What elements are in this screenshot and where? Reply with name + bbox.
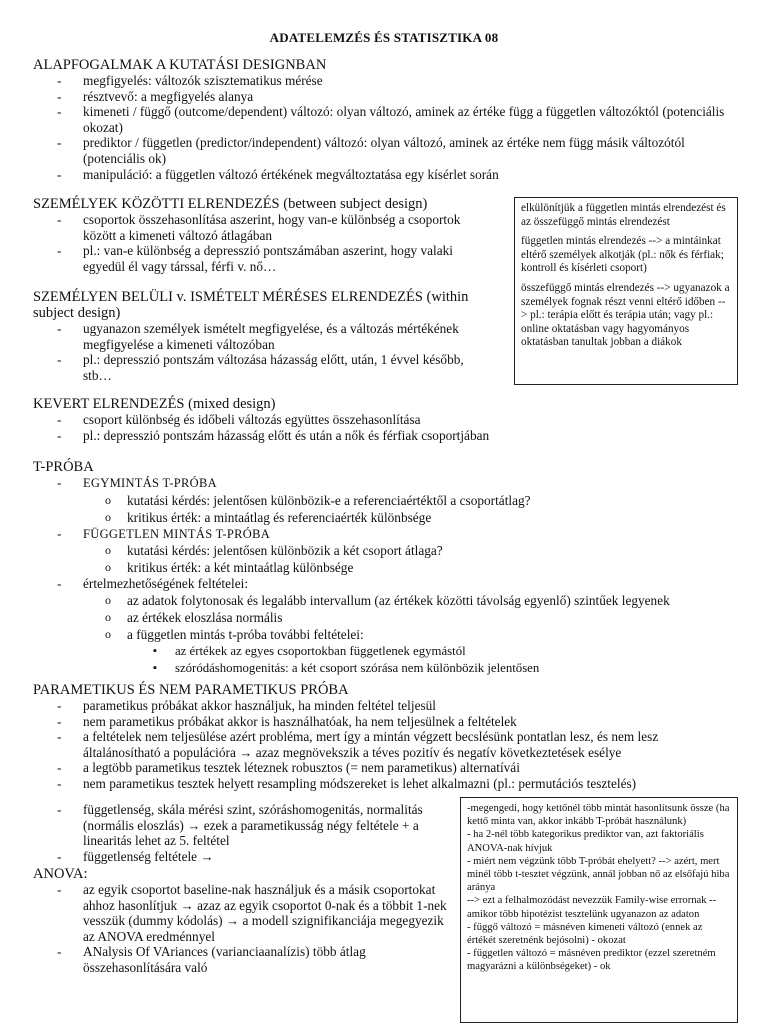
section-kevert bbox=[33, 396, 733, 443]
list-item: - ANalysis Of VAriances (varianciaanalízis) több átlag összehasonlítására való bbox=[33, 944, 453, 975]
section-anova bbox=[33, 866, 453, 976]
note-line: - ha 2-nél több kategorikus prediktor van, azt faktoriális ANOVA-nak hívjuk bbox=[467, 829, 704, 854]
sub-item: o az adatok folytonosak és legalább intervallum (az értékek közötti távolság egyenlő) szintűek legyenek bbox=[83, 592, 733, 609]
list-item: - a legtöbb parametikus tesztek léteznek robusztos (= nem parametikus) alternatívái bbox=[33, 760, 733, 776]
sub-item: o az értékek eloszlása normális bbox=[83, 609, 733, 626]
section-parametikus-feltetelek bbox=[33, 802, 453, 864]
list-item: - manipuláció: a független változó értékének megváltoztatása egy kísérlet során bbox=[33, 167, 733, 183]
list-item: - nem parametikus tesztek helyett resampling módszereket is lehet alkalmazni (pl.: permutációs tesztelés) bbox=[33, 776, 733, 792]
note-paragraph: független mintás elrendezés --> a mintáinkat eltérő személyek alkotják (pl.: nők és férfiak; kontroll és kísérleti csoport) bbox=[521, 235, 724, 275]
section-heading: T-PRÓBA bbox=[33, 459, 94, 475]
list-item: - pl.: depresszió pontszám változása házasság előtt, után, 1 évvel később, stb… bbox=[33, 352, 483, 383]
note-line: --> ezt a felhalmozódást nevezzük Family-wise errornak -- amikor több hipotézist tesztelünk ugyanazon az adaton bbox=[467, 895, 717, 920]
note-line: -megengedi, hogy kettőnél több mintát hasonlítsunk össze (ha kettő minta van, akkor inkább T-próbát használunk) bbox=[467, 803, 730, 828]
list-item: - a feltételek nem teljesülése azért probléma, mert így a mintán végzett becslésünk pontatlan lesz, és nem lesz általánosítható a populációra → azaz megnövekszik a téves pozitív és negatív következtetések esélye bbox=[33, 729, 733, 760]
section-alapfogalmak bbox=[33, 57, 733, 182]
bullet-item: ▪ az értékek az egyes csoportokban függetlenek egymástól bbox=[127, 643, 733, 660]
list-item: - parametikus próbákat akkor használjuk, ha minden feltétel teljesül bbox=[33, 698, 733, 714]
list-item: - pl.: van-e különbség a depresszió pontszámában aszerint, hogy valaki egyedül él vagy társsal, férfi v. nő… bbox=[33, 243, 488, 274]
list-item: - nem parametikus próbákat akkor is használhatóak, ha nem teljesülnek a feltételek bbox=[33, 714, 733, 730]
list-item bbox=[33, 475, 733, 526]
list-item: - ugyanazon személyek ismételt megfigyelése, és a változás mértékének megfigyelése a kimeneti változóban bbox=[33, 321, 483, 352]
list-item: - megfigyelés: változók szisztematikus mérése bbox=[33, 73, 733, 89]
section-szemelyen-beluli bbox=[33, 289, 483, 383]
list-item: - résztvevő: a megfigyelés alanya bbox=[33, 89, 733, 105]
list-item: - az egyik csoportot baseline-nak használjuk és a másik csoportokat ahhoz hasonlítjuk → azaz az egyik csoportot 0-nak és a többit 1-nek vesszük (dummy kódolás) → a modell szignifikanciája megegyezik az ANOVA eredménnyel bbox=[33, 882, 453, 944]
sub-item: o kritikus érték: a mintaátlag és referenciaérték különbsége bbox=[83, 509, 733, 526]
section-szemelyek-kozotti bbox=[33, 196, 493, 274]
section-parametikus bbox=[33, 682, 733, 792]
list-item: - csoport különbség és időbeli változás együttes összehasonlítása bbox=[33, 412, 733, 428]
section-heading: SZEMÉLYEN BELÜLI v. ISMÉTELT MÉRÉSES ELRENDEZÉS (within subject design) bbox=[33, 289, 469, 321]
note-line: - független változó = másnéven prediktor (ezzel szeretném magyarázni a különbségeket) - ok bbox=[467, 948, 716, 973]
list-item: - pl.: depresszió pontszám házasság előtt és után a nők és férfiak csoportjában bbox=[33, 428, 733, 444]
subheading-egymintas: EGYMINTÁS T-PRÓBA bbox=[83, 476, 217, 490]
note-box-elrendezes bbox=[514, 197, 738, 385]
sub-item-text: a független mintás t-próba további feltételei: bbox=[127, 626, 364, 642]
subheading-fuggetlen: FÜGGETLEN MINTÁS T-PRÓBA bbox=[83, 526, 271, 541]
sub-item: o kritikus érték: a két mintaátlag különbsége bbox=[83, 559, 733, 576]
list-item: - függetlenség, skála mérési szint, szóráshomogenitás, normalitás (normális eloszlás) → ezek a parametikusság négy feltétele + a linearitás lehet az 5. feltétel bbox=[33, 802, 453, 849]
sub-item: o kutatási kérdés: jelentősen különbözik-e a referenciaértéktől a csoportátlag? bbox=[83, 492, 733, 509]
list-item bbox=[33, 526, 733, 577]
list-item: - prediktor / független (predictor/independent) változó: olyan változó, aminek az értéke nem függ másik változótól (potenciális ok) bbox=[33, 135, 733, 166]
note-paragraph: összefüggő mintás elrendezés --> ugyanazok a személyek fognak részt venni eltérő időben --> pl.: terápia előtt és terápia után; vagy pl.: online oktatásban vagy hagyományos oktatásban tanultak jobban a diákok bbox=[521, 281, 730, 349]
note-box-anova bbox=[460, 797, 738, 1023]
list-item: - csoportok összehasonlítása aszerint, hogy van-e különbség a csoportok között a kimeneti változó átlagában bbox=[33, 212, 488, 243]
section-t-proba bbox=[33, 459, 733, 677]
section-heading: ANOVA: bbox=[33, 866, 88, 882]
document-title: ADATELEMZÉS ÉS STATISZTIKA 08 bbox=[269, 30, 499, 45]
note-line: - miért nem végzünk több T-próbát ehelyett? --> azért, mert minél több t-tesztet végzünk, annál jobban nő az elsőfajú hiba aránya bbox=[467, 855, 730, 894]
note-line: - függő változó = másnéven kimeneti változó (ennek az értékét szeretnénk bejósolni) - okozat bbox=[467, 921, 703, 947]
list-item: - függetlenség feltétele → bbox=[33, 849, 453, 865]
note-paragraph: elkülönítjük a független mintás elrendezést és az összefüggő mintás elrendezést bbox=[521, 202, 726, 228]
section-heading: ALAPFOGALMAK A KUTATÁSI DESIGNBAN bbox=[33, 57, 327, 73]
sub-item: o kutatási kérdés: jelentősen különbözik a két csoport átlaga? bbox=[83, 542, 733, 559]
list-item bbox=[33, 576, 733, 677]
list-item: - kimeneti / függő (outcome/dependent) változó: olyan változó, aminek az értéke függ a független változóktól (potenciális okozat) bbox=[33, 104, 733, 135]
section-heading: PARAMETIKUS ÉS NEM PARAMETIKUS PRÓBA bbox=[33, 682, 349, 698]
subheading-feltetelek: értelmezhetőségének feltételei: bbox=[83, 576, 249, 592]
section-heading: KEVERT ELRENDEZÉS (mixed design) bbox=[33, 396, 276, 412]
section-heading: SZEMÉLYEK KÖZÖTTI ELRENDEZÉS (between subject design) bbox=[33, 196, 428, 212]
bullet-item: ▪ szóródáshomogenitás: a két csoport szórása nem különbözik jelentősen bbox=[127, 660, 733, 677]
sub-item bbox=[83, 626, 733, 677]
